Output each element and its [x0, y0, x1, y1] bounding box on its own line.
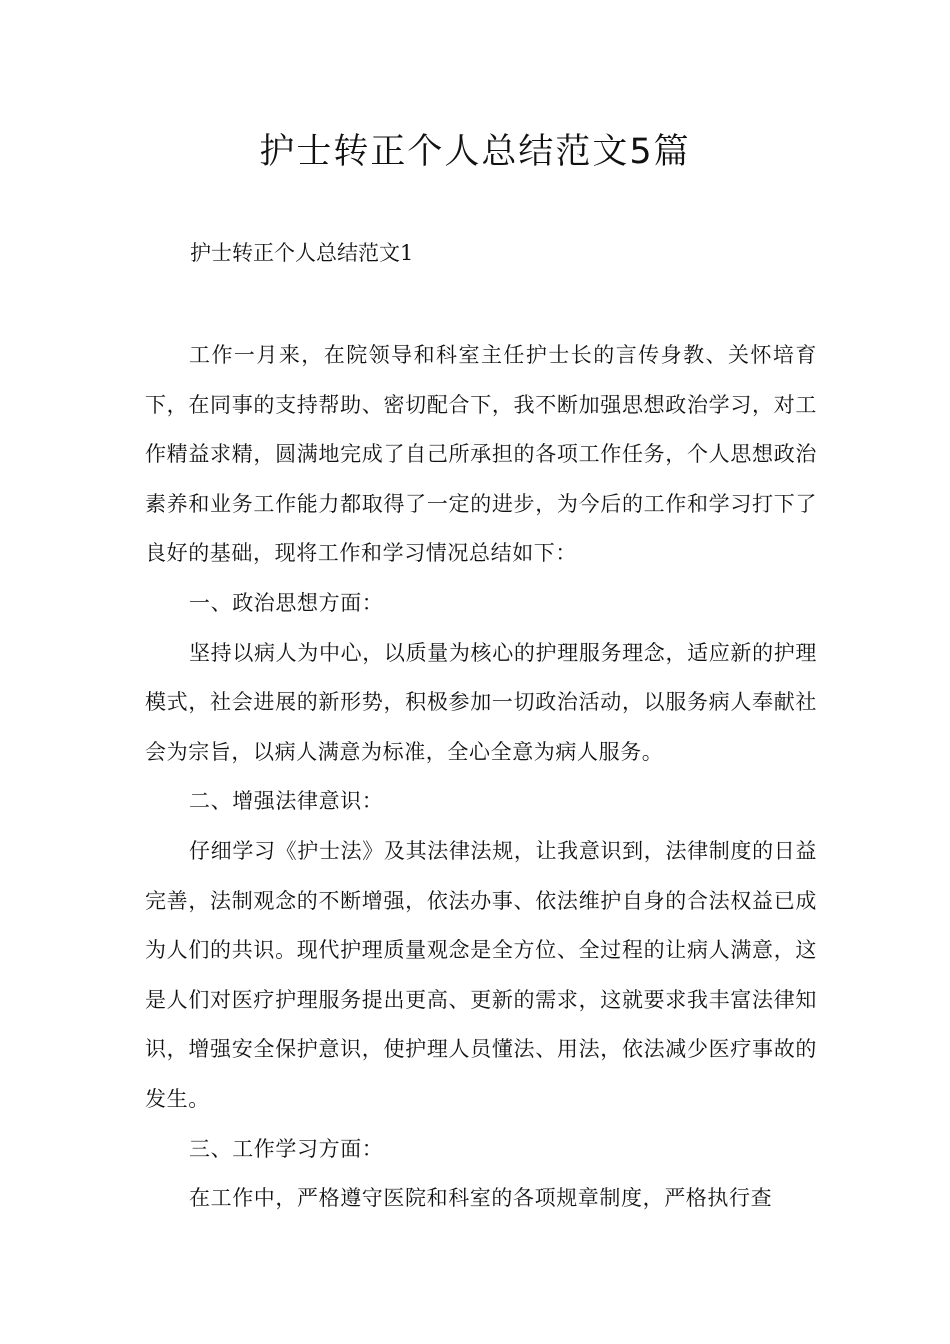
intro-paragraph: 工作一月来，在院领导和科室主任护士长的言传身教、关怀培育下，在同事的支持帮助、密切配合下，我不断加强思想政治学习，对工作精益求精，圆满地完成了自己所承担的各项工作任务，个人思想政治素养和业务工作能力都取得了一定的进步，为今后的工作和学习打下了良好的基础，现将工作和学习情况总结如下：	[145, 343, 817, 566]
section-heading: 三、工作学习方面：	[189, 1136, 384, 1161]
document-body	[145, 331, 817, 1224]
section-paragraph: 仔细学习《护士法》及其法律法规，让我意识到，法律制度的日益完善，法制观念的不断增强，依法办事、依法维护自身的合法权益已成为人们的共识。现代护理质量观念是全方位、全过程的让病人满意，这是人们对医疗护理服务提出更高、更新的需求，这就要求我丰富法律知识，增强安全保护意识，使护理人员懂法、用法，依法减少医疗事故的发生。	[145, 838, 817, 1111]
document-title: 护士转正个人总结范文5篇	[259, 132, 691, 172]
section-heading: 二、增强法律意识：	[189, 789, 384, 814]
section-paragraph: 坚持以病人为中心，以质量为核心的护理服务理念，适应新的护理模式，社会进展的新形势，积极参加一切政治活动，以服务病人奉献社会为宗旨，以病人满意为标准，全心全意为病人服务。	[145, 640, 817, 764]
section-heading: 一、政治思想方面：	[189, 590, 384, 615]
document-subtitle: 护士转正个人总结范文1	[190, 241, 414, 265]
section-paragraph: 在工作中，严格遵守医院和科室的各项规章制度，严格执行查	[189, 1186, 773, 1211]
